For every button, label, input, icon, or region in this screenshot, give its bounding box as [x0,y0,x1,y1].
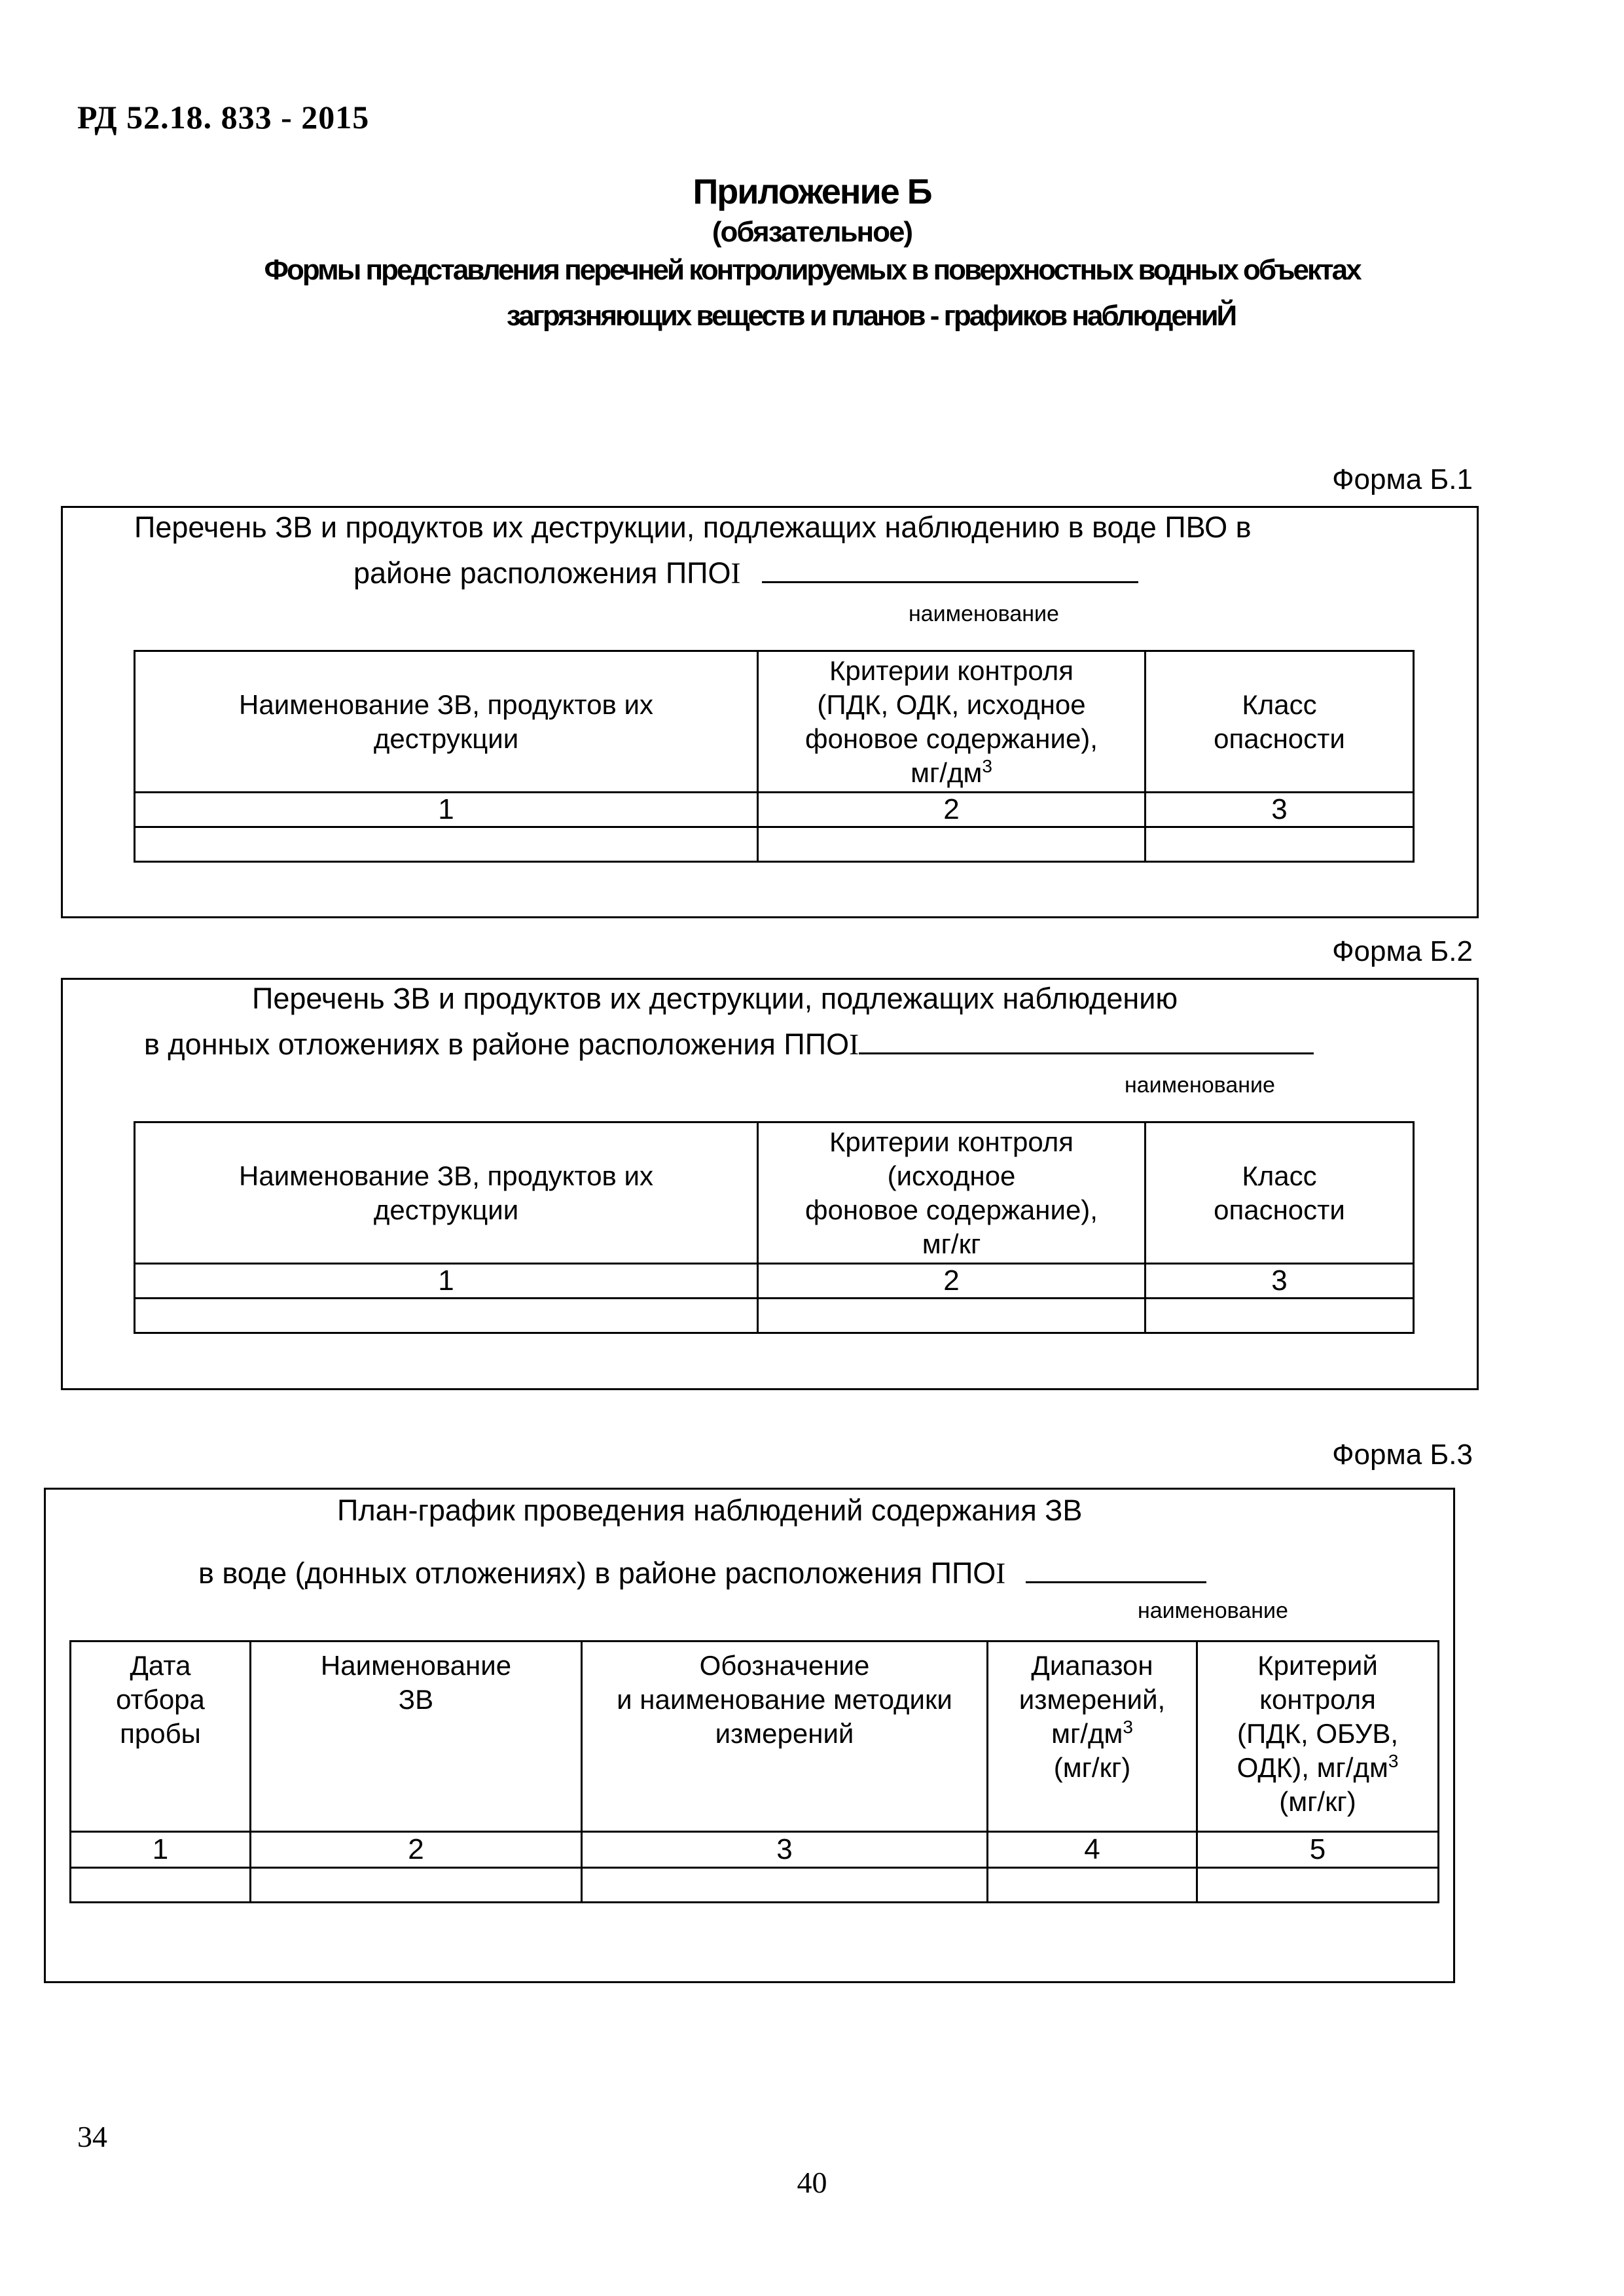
form-b2-header-row [135,1122,1414,1264]
form-b3-table [69,1640,1439,1903]
column-number: 2 [758,793,1146,827]
header-line: Класс [1242,689,1317,720]
header-line: опасности [1214,1194,1345,1225]
header-line: отбора [116,1684,205,1715]
form-b3-header-name [251,1641,582,1832]
header-line: Наименование ЗВ, продуктов их [239,689,653,720]
form-b2-header-criteria [758,1122,1146,1264]
header-line: и наименование методики [617,1684,952,1715]
header-line: пробы [120,1718,201,1749]
header-line: (исходное [887,1160,1016,1191]
header-line: Диапазон [1031,1650,1153,1681]
page-number: 40 [797,2166,827,2199]
column-number: 4 [988,1832,1197,1868]
header-line: (ПДК, ОБУВ, [1236,1718,1399,1749]
column-number: 3 [1146,1264,1414,1299]
appendix-title: Приложение Б [693,172,931,211]
document-code: РД 52.18. 833 - 2015 [77,99,370,135]
form-b1-name-blank [762,559,1138,583]
empty-cell[interactable] [758,827,1146,862]
header-line: Класс [1242,1160,1317,1191]
form-b3-label: Форма Б.3 [1332,1439,1473,1471]
form-b3-header-criterion [1197,1641,1439,1832]
header-line: фоновое содержание), [805,723,1098,754]
form-b1-label: Форма Б.1 [1332,463,1473,495]
form-b2-caption-line1: Перечень ЗВ и продуктов их деструкции, подлежащих наблюдению [252,982,1178,1015]
form-b3-header-method [582,1641,988,1832]
form-b1-number-row [135,793,1414,827]
form-b3-header-date [71,1641,251,1832]
empty-cell[interactable] [1197,1868,1439,1903]
form-b2-number-row [135,1264,1414,1299]
form-b2-label: Форма Б.2 [1332,935,1473,967]
empty-cell[interactable] [251,1868,582,1903]
header-line: Наименование ЗВ, продуктов их [239,1160,653,1191]
form-b3-hint: наименование [1138,1598,1288,1623]
form-b3-header-row [71,1641,1439,1832]
header-line: $мг/дм^3$ [1051,1717,1133,1749]
column-number: 1 [71,1832,251,1868]
form-b3-name-blank [1026,1559,1206,1583]
form-b1-caption-superscript: I [731,557,741,590]
empty-cell[interactable] [1146,1299,1414,1333]
header-line: контроля [1259,1684,1376,1715]
appendix-description-line1: Формы представления перечней контролируемых в поверхностных водных объектах [264,254,1360,286]
header-line: измерений, [1019,1684,1166,1715]
page-number-original: 34 [77,2120,107,2153]
form-b3-caption-superscript: I [996,1557,1006,1590]
empty-cell[interactable] [135,827,758,862]
column-number: 2 [251,1832,582,1868]
form-b3-number-row [71,1832,1439,1868]
header-line: Критерии контроля [829,1126,1074,1157]
column-number: 3 [582,1832,988,1868]
form-b2-caption-line2: в донных отложениях в районе расположения ППОI [144,1028,1314,1062]
column-number: 1 [135,793,758,827]
header-line: опасности [1214,723,1345,754]
form-b1-table [134,650,1415,863]
header-line: фоновое содержание), [805,1194,1098,1225]
header-line: Дата [130,1650,191,1681]
form-b3-caption-line2: в воде (донных отложениях) в районе расположения ППОI [198,1556,1206,1590]
header-line: Критерии контроля [829,655,1074,686]
form-b1-empty-row [135,827,1414,862]
form-b2-hint: наименование [1125,1073,1275,1098]
empty-cell[interactable] [135,1299,758,1333]
form-b2-table [134,1121,1415,1334]
form-b3-caption-line1: План-график проведения наблюдений содержания ЗВ [337,1494,1083,1527]
empty-cell[interactable] [1146,827,1414,862]
empty-cell[interactable] [582,1868,988,1903]
empty-cell[interactable] [71,1868,251,1903]
header-line: (мг/кг) [1053,1752,1131,1783]
appendix-description-line2: загрязняющих веществ и планов - графиков наблюдениЙ [506,300,1236,332]
empty-cell[interactable] [758,1299,1146,1333]
header-line: Критерий [1257,1650,1378,1681]
header-line: деструкции [373,723,519,754]
header-line: деструкции [373,1194,519,1225]
form-b1-hint: наименование [909,601,1059,626]
form-b1-header-row [135,651,1414,793]
header-line: $мг/дм^3$ [911,755,992,788]
header-line: ЗВ [398,1684,434,1715]
form-b2-header-name [135,1122,758,1264]
form-b1-header-criteria [758,651,1146,793]
header-line: Наименование [320,1650,512,1681]
form-b2-name-blank [859,1030,1314,1054]
form-b2-caption-superscript: I [849,1028,859,1061]
header-line: ОДК), $мг/дм^3$ [1236,1751,1399,1783]
form-b2-header-hazard-class [1146,1122,1414,1264]
header-line: (ПДК, ОДК, исходное [817,689,1086,720]
header-line: мг/кг [922,1228,981,1259]
form-b1-caption-line1: Перечень ЗВ и продуктов их деструкции, подлежащих наблюдению в воде ПВО в [134,511,1252,544]
column-number: 5 [1197,1832,1439,1868]
column-number: 1 [135,1264,758,1299]
column-number: 3 [1146,793,1414,827]
form-b2-empty-row [135,1299,1414,1333]
header-line: (мг/кг) [1279,1786,1356,1817]
header-line: Обозначение [699,1650,870,1681]
appendix-status: (обязательное) [712,216,912,248]
form-b3-header-range [988,1641,1197,1832]
form-b1-header-name [135,651,758,793]
empty-cell[interactable] [988,1868,1197,1903]
form-b3-empty-row [71,1868,1439,1903]
form-b1-header-hazard-class [1146,651,1414,793]
column-number: 2 [758,1264,1146,1299]
form-b1-caption-line2: районе расположения ППОI [353,556,1138,590]
header-line: измерений [715,1718,854,1749]
